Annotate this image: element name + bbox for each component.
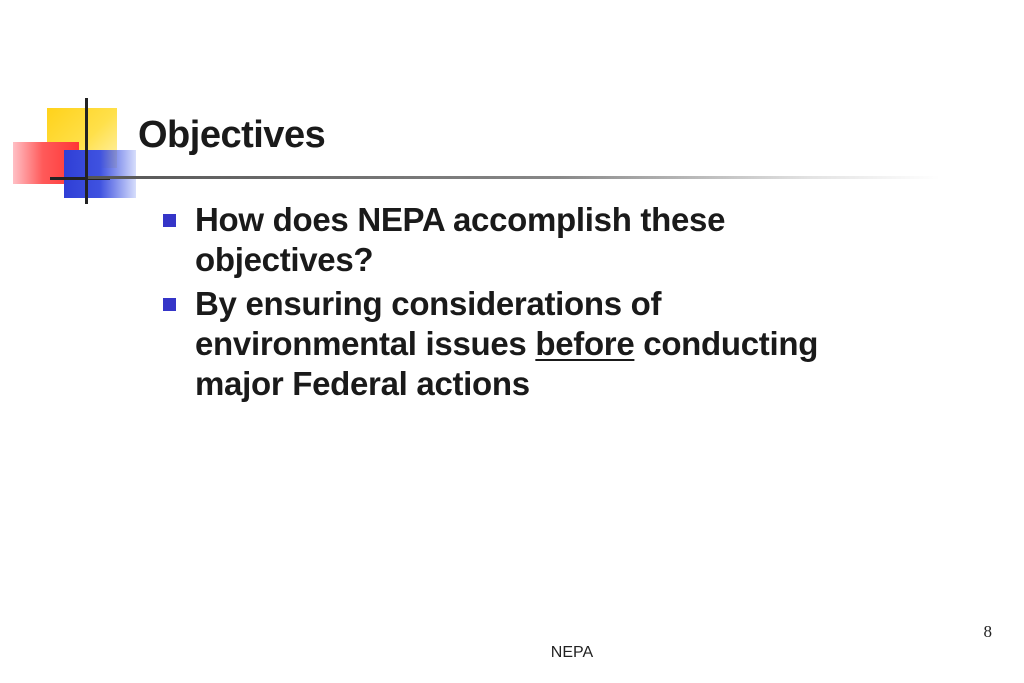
bullet-text-start: By ensuring considerations of environmental issues	[195, 285, 662, 362]
square-bullet-icon	[163, 214, 176, 227]
bullet-item	[162, 284, 882, 404]
title-divider	[88, 176, 940, 179]
logo-vertical-line	[85, 98, 88, 204]
slide-footer: NEPA	[550, 644, 594, 661]
bullet-list	[162, 200, 882, 408]
bullet-text-end: conducting major Federal actions	[195, 325, 819, 402]
bullet-text-emphasis: before	[535, 325, 635, 362]
square-bullet-icon	[163, 298, 176, 311]
slide-title: Objectives	[138, 114, 326, 156]
bullet-item	[162, 200, 882, 280]
blue-square-shape	[64, 150, 136, 198]
bullet-text: How does NEPA accomplish these objectives?	[195, 201, 726, 278]
slide-number: 8	[983, 622, 992, 641]
